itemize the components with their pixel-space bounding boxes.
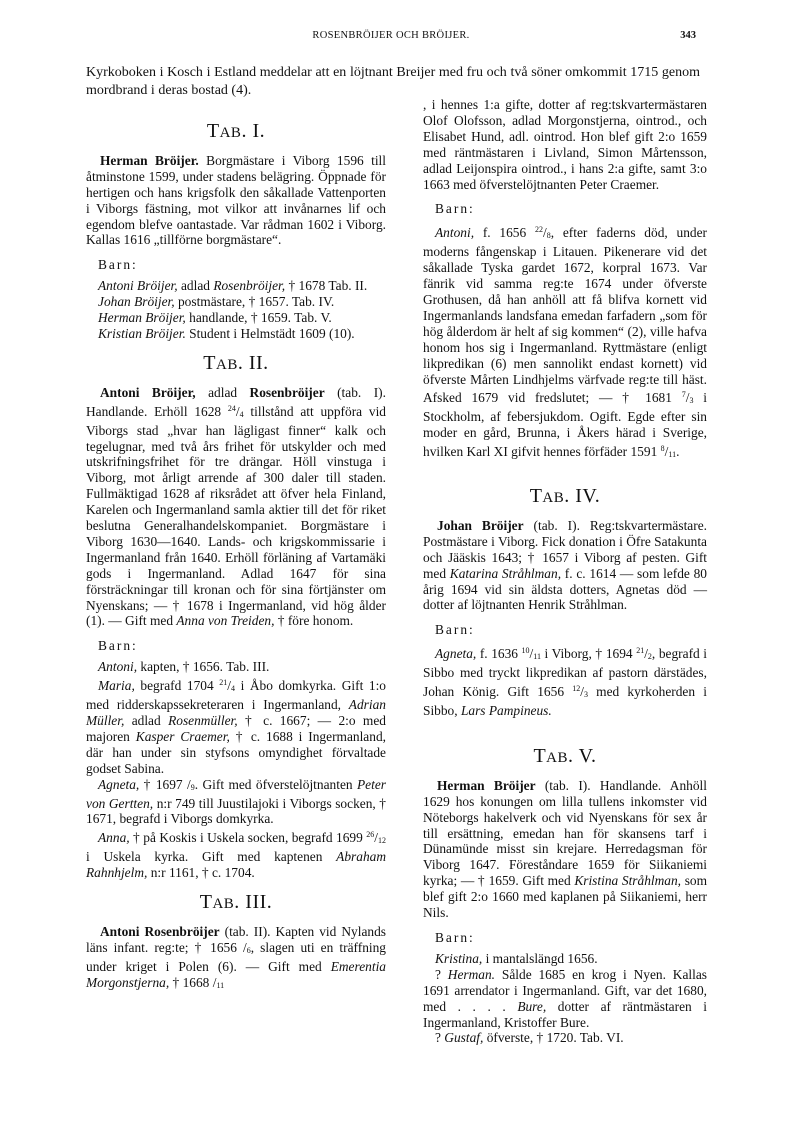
tab-1-barn-label: Barn: <box>98 257 138 273</box>
tab-4-body: Johan Bröijer (tab. I). Reg:tskvartermästare. Postmästare i Viborg. Fick donation i Öfre Satakunta och Jääskis 1643; † 1657 i Viborg af pesten. Gift med Katarina Stråhlman, f. c. 1614 — som lefde 80 årig 1694 vid sin äldsta dotters, Agnetas död — dotter af löjtnanten Henrik Stråhlman. <box>423 517 707 613</box>
list-item: Herman Bröijer, handlande, † 1659. Tab. V. <box>98 310 332 326</box>
list-item: ? Herman. Sålde 1685 en krog i Nyen. Kallas 1691 arrendator i Ingermanland. Gift, var det 1680, med . . . . Bure, dotter af räntmästaren i Ingermanland, Kristoffer Bure. <box>423 966 707 1030</box>
tab-2-title: TAB. II. <box>203 351 269 374</box>
list-item: Maria, begrafd 1704 $^{21}/_4$ i Åbo domkyrka. Gift 1:o med ridderskapssekreteraren i Ingermanland, Adrian Müller, adlad Rosenmüller, † c. 1667; — 2:o med majoren Kasper Craemer, † c. 1688 i Ingermanland, där han under sin styfsons omyndighet förvaltade godset Sabina. <box>86 678 386 776</box>
tab-4-barn-label: Barn: <box>435 622 475 638</box>
list-item: Agneta, f. 1636 $^{10}/_{11}$ i Viborg, † 1694 $^{21}/_2$, begrafd i Sibbo med tryckt likpredikan af pastorn därstädes, Johan König. Gift 1656 $^{12}/_3$ med kyrkoherden i Sibbo, Lars Pampineus. <box>423 646 707 718</box>
tab-2-barn-label: Barn: <box>98 638 138 654</box>
page-number: 343 <box>680 30 696 41</box>
tab-3-barn-label: Barn: <box>435 201 475 217</box>
tab-1-title: TAB. I. <box>206 120 266 142</box>
tab-1-name: Herman Bröijer. <box>100 152 199 168</box>
list-item: Antoni Bröijer, adlad Rosenbröijer, † 1678 Tab. II. <box>98 278 368 294</box>
tab-4-title: TAB. IV. <box>529 485 601 508</box>
list-item: Agneta, † 1697 $/_9$. Gift med öfverstelöjtnanten Peter von Gertten, n:r 749 till Juustilajoki i Viborgs socken, † 1671, begrafd i Viborgs domkyrka. <box>86 776 387 827</box>
tab-5-body: Herman Bröijer (tab. I). Handlande. Anhöll 1629 hos konungen om lilla tullens inkomster vid Nöteborgs hakelverk och vid Nyenskans för sex år till ersättning, emedan han för skansens tarf i Dünamünde misst sin krejare. Herredagsman för Viborg 1647. Föreståndare 1659 för Siikaniemi kyrka; — † 1659. Gift med Kristina Stråhlman, som blef gift 2:o 1660 med kaplanen på Siikaniemi, herr Nils. <box>423 777 708 921</box>
left-column <box>86 110 386 994</box>
tab-1-body: Herman Bröijer. Borgmästare i Viborg 1596 till åtminstone 1599, under stadens belägring. Öppnade för hertigen och hans krigsfolk den såkallade Vattenporten i Viborgs fästning, mot vilkor att invånarnes lif och egendom blefve oantastade. Var rådman 1602 i Viborg. Kallas 1616 „tillförne borgmästare“. <box>86 152 386 248</box>
list-item: Anna, † på Koskis i Uskela socken, begrafd 1699 $^{26}/_{12}$ i Uskela kyrka. Gift med kaptenen Abraham Rahnhjelm, n:r 1161, † c. 1704. <box>86 830 386 881</box>
list-item: Kristina, i mantalslängd 1656. <box>435 950 598 966</box>
running-title: ROSENBRÖIJER OCH BRÖIJER. <box>312 30 470 41</box>
list-item: Johan Bröijer, postmästare, † 1657. Tab. IV. <box>98 294 335 310</box>
tab-2-body: Antoni Bröijer, adlad Rosenbröijer (tab. I). Handlande. Erhöll 1628 $^{24}/_4$ tillstånd att uppföra vid Viborgs stad „hvar han lägligast finner“ kalk och tegelugnar, med två års frihet för utskylder och med utskrifningsfrihet för tre drängar. Höll vinstuga i Viborg, mot årligt arrende af 300 daler till staden. Fullmäktigad 1628 af riksrådet att öfver hela Finland, Karelen och Ingermanland samla aktier till det för riket beslutna Generalhandelskompaniet. Borgmästare i Viborg 1630—1640. Lands- och krigskommissarie i Ingermanland från 1640. Erhöll förläning af Vartamäki gods i Ingermanland. Adlad 1647 för sina försträckningar till kronan och för sina förtjänster om Nyenskans; — † 1678 i Ingermanland, vid hög ålder (1). — Gift med Anna von Treiden, † före honom. <box>86 384 386 629</box>
right-column <box>423 97 707 1046</box>
tab-5-title: TAB. V. <box>533 744 597 767</box>
list-item: Kristian Bröijer. Student i Helmstädt 1609 (10). <box>98 325 355 341</box>
list-item: Antoni, kapten, † 1656. Tab. III. <box>98 659 270 675</box>
tab-3-title: TAB. III. <box>199 891 273 914</box>
list-item: Antoni, f. 1656 $^{22}/_8$, efter faderns död, under moderns fångenskap i Litauen. Pikenerare vid det såkallade Tyska gardet 1672, korpral 1673. Var fänrik vid samma reg:te 1674 under öfverste Grothusen, då han anhöll att få blifva kornett vid Ingermanlands landsfana emedan farfadern „som för hög ålderdom är helt af sig kommen“ (2), ville hafva honom hos sig i Ingermanland. Ryttmästare (enligt likpredikan (6) men sannolikt endast kornett) vid öfverste Mårten Lindhjelms värfvade reg:te till häst. Afsked 1679 vid fredslutet; — † 1681 $^7/_3$ i Stockholm, af febersjukdom. Ogift. Egde efter sin moder en gård, Brunna, i Åkers härad i Sverige, hvilken Karl XI gifvit hennes förfäder 1591 $^8/_{11}$. <box>423 225 708 460</box>
tab-3-body-continued: , i hennes 1:a gifte, dotter af reg:tskvartermästaren Olof Olofsson, adlad Morgonstjerna, ointrod., och Elisabet Hund, adl. ointrod. Hon blef gift 2:o 1659 med räntmästaren i Livland, Simon Mårtensson, adlad Leijonspira ointrod., i hans 2:a gifte, samt 3:o 1663 med öfverstelöjtnanten Peter Craemer. <box>423 97 707 192</box>
tab-5-barn-label: Barn: <box>435 929 475 945</box>
page-header <box>86 30 696 46</box>
tab-3-body-start: Antoni Rosenbröijer (tab. II). Kapten vid Nylands läns infant. reg:te; † 1656 $/_6$, slagen uti en träffning under kriget i Polen (6). — Gift med Emerentia Morgonstjerna, † 1668 $/_{11}$ <box>86 923 386 990</box>
list-item: ? Gustaf, öfverste, † 1720. Tab. VI. <box>435 1030 624 1046</box>
intro-paragraph: Kyrkoboken i Kosch i Estland meddelar att en löjtnant Breijer med fru och två söner omkommit 1715 genom mordbrand i deras bostad (4). <box>86 65 700 98</box>
